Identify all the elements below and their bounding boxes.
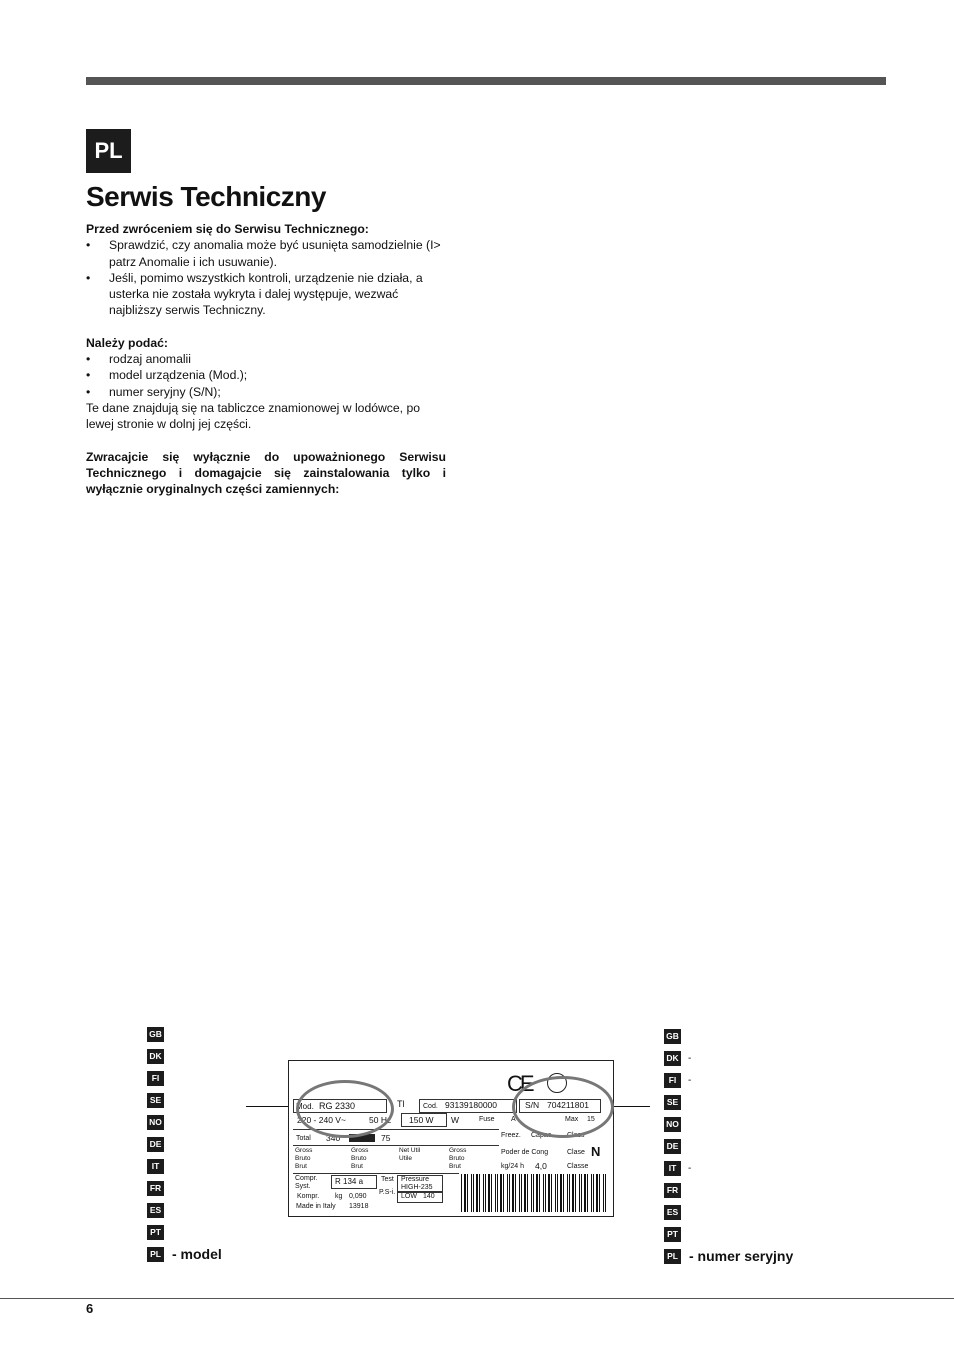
lang-code: SE <box>664 1095 681 1110</box>
section-heading: Należy podać: <box>86 335 168 350</box>
model-value: RG 2330 <box>319 1101 356 1111</box>
page-number: 6 <box>86 1301 94 1316</box>
lang-code: ES <box>664 1205 681 1220</box>
model-label: - model <box>172 1246 222 1262</box>
top-rule <box>86 77 886 85</box>
lang-code: GB <box>147 1027 164 1042</box>
barcode <box>461 1174 607 1212</box>
section-heading: Przed zwróceniem się do Serwisu Technicznego: <box>86 222 369 236</box>
page-title: Serwis Techniczny <box>86 181 326 212</box>
lang-code: DK <box>664 1051 681 1066</box>
info-list <box>86 351 446 400</box>
lang-code: FI <box>147 1071 164 1086</box>
check-list <box>86 237 446 318</box>
lang-code: PT <box>664 1227 681 1242</box>
model-highlight-circle <box>296 1080 394 1138</box>
lang-code: FR <box>147 1181 164 1196</box>
lang-code: DE <box>664 1139 681 1154</box>
list-item: • Sprawdzić, czy anomalia może być usunięta samodzielnie (I> patrz Anomalie i ich usuwanie). <box>86 237 446 270</box>
original-parts-note: Zwracajcie się wyłącznie do upoważnionego Serwisu Technicznego i domagajcie się zainstalowania tylko i wyłącznie oryginalnych części zamiennych: <box>86 449 446 497</box>
lang-code: SE <box>147 1093 164 1108</box>
content-column <box>86 221 446 497</box>
lang-code: FR <box>664 1183 681 1198</box>
ce-mark: CE <box>507 1071 532 1096</box>
list-item: • Jeśli, pomimo wszystkich kontroli, urządzenie nie działa, a usterka nie została wykryta i dalej występuje, wezwać najbliższy serwis Techniczny. <box>86 270 446 319</box>
serial-value: 704211801 <box>547 1100 589 1110</box>
rating-plate: CE Mod. RG 2330 Tl Cod. 93139180000 S/N 704211801 220 - 240 V~ 50 Hz 150 W W Fuse A Max 15 Total 340 75 Freez. Capac Class Gross Bruto Brut Gross Bruto Brut Net Util Utile Gross Bruto Brut Poder de Cong Clase N kg/24 h 4,0 Classe Compr. Syst. R 134 a Test Pressure HIGH-235 Kompr. kg 0,090 P.S-i. LOW 140 Made in Italy 13918 <box>288 1060 614 1217</box>
lang-code: PL <box>664 1249 681 1264</box>
lang-code: PT <box>147 1225 164 1240</box>
lang-code: ES <box>147 1203 164 1218</box>
lang-code: FI <box>664 1073 681 1088</box>
right-language-codes: GB DK - FI - SE NO DE IT - FR ES PT PL - numer seryjny <box>664 1025 793 1267</box>
language-badge: PL <box>86 129 131 173</box>
serial-highlight-circle <box>512 1076 614 1138</box>
list-item: • rodzaj anomalii <box>86 351 446 367</box>
plate-location-note: Te dane znajdują się na tabliczce znamionowej w lodówce, po lewej stronie w dolnj jej części. <box>86 400 421 432</box>
list-item: • model urządzenia (Mod.); <box>86 367 446 383</box>
lang-code: PL <box>147 1247 164 1262</box>
lang-code: IT <box>147 1159 164 1174</box>
lang-code: DE <box>147 1137 164 1152</box>
lang-code: NO <box>147 1115 164 1130</box>
serial-number-label: - numer seryjny <box>689 1248 794 1264</box>
lang-code: IT <box>664 1161 681 1176</box>
list-item: • numer seryjny (S/N); <box>86 384 446 400</box>
left-language-codes <box>147 1023 222 1265</box>
lang-code: NO <box>664 1117 681 1132</box>
footer-rule <box>0 1298 954 1299</box>
lang-code: DK <box>147 1049 164 1064</box>
lang-code: GB <box>664 1029 681 1044</box>
